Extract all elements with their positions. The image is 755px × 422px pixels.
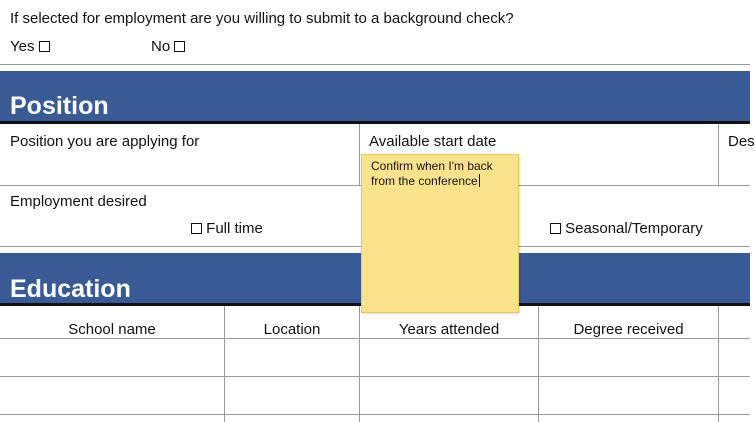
sticky-note-text[interactable] bbox=[371, 159, 493, 189]
education-section-title: Education bbox=[10, 275, 131, 303]
column-divider bbox=[718, 124, 719, 185]
position-applying-for-field[interactable] bbox=[0, 124, 359, 185]
full-time-option[interactable] bbox=[191, 220, 263, 238]
position-applying-for-label: Position you are applying for bbox=[10, 133, 200, 150]
full-time-label: Full time bbox=[206, 220, 263, 237]
table-row[interactable] bbox=[0, 339, 750, 376]
column-header-school-name: School name bbox=[68, 321, 156, 338]
column-header-degree-received: Degree received bbox=[573, 321, 684, 338]
text-cursor bbox=[479, 174, 480, 187]
divider bbox=[0, 64, 750, 65]
position-section-title: Position bbox=[10, 92, 109, 120]
no-checkbox[interactable] bbox=[174, 41, 185, 52]
table-row[interactable] bbox=[0, 377, 750, 414]
desired-pay-label: Des bbox=[728, 133, 755, 150]
sticky-note-content: Confirm when I'm back from the conference bbox=[371, 159, 493, 188]
background-check-no-option[interactable] bbox=[151, 38, 185, 56]
background-check-yes-option[interactable] bbox=[10, 38, 50, 56]
table-row-divider bbox=[0, 414, 750, 415]
column-header-location: Location bbox=[263, 321, 321, 338]
sticky-note[interactable] bbox=[361, 154, 519, 313]
column-header-years-attended: Years attended bbox=[398, 321, 500, 338]
yes-label: Yes bbox=[10, 38, 35, 55]
employment-desired-label: Employment desired bbox=[10, 193, 147, 210]
full-time-checkbox[interactable] bbox=[191, 223, 202, 234]
seasonal-label: Seasonal/Temporary bbox=[565, 220, 703, 237]
no-label: No bbox=[151, 38, 171, 55]
start-date-label: Available start date bbox=[369, 133, 497, 150]
seasonal-option[interactable] bbox=[550, 220, 703, 238]
background-check-question: If selected for employment are you willing to submit to a background check? bbox=[10, 10, 514, 27]
yes-checkbox[interactable] bbox=[39, 41, 50, 52]
seasonal-checkbox[interactable] bbox=[550, 223, 561, 234]
position-section-header bbox=[0, 71, 750, 121]
